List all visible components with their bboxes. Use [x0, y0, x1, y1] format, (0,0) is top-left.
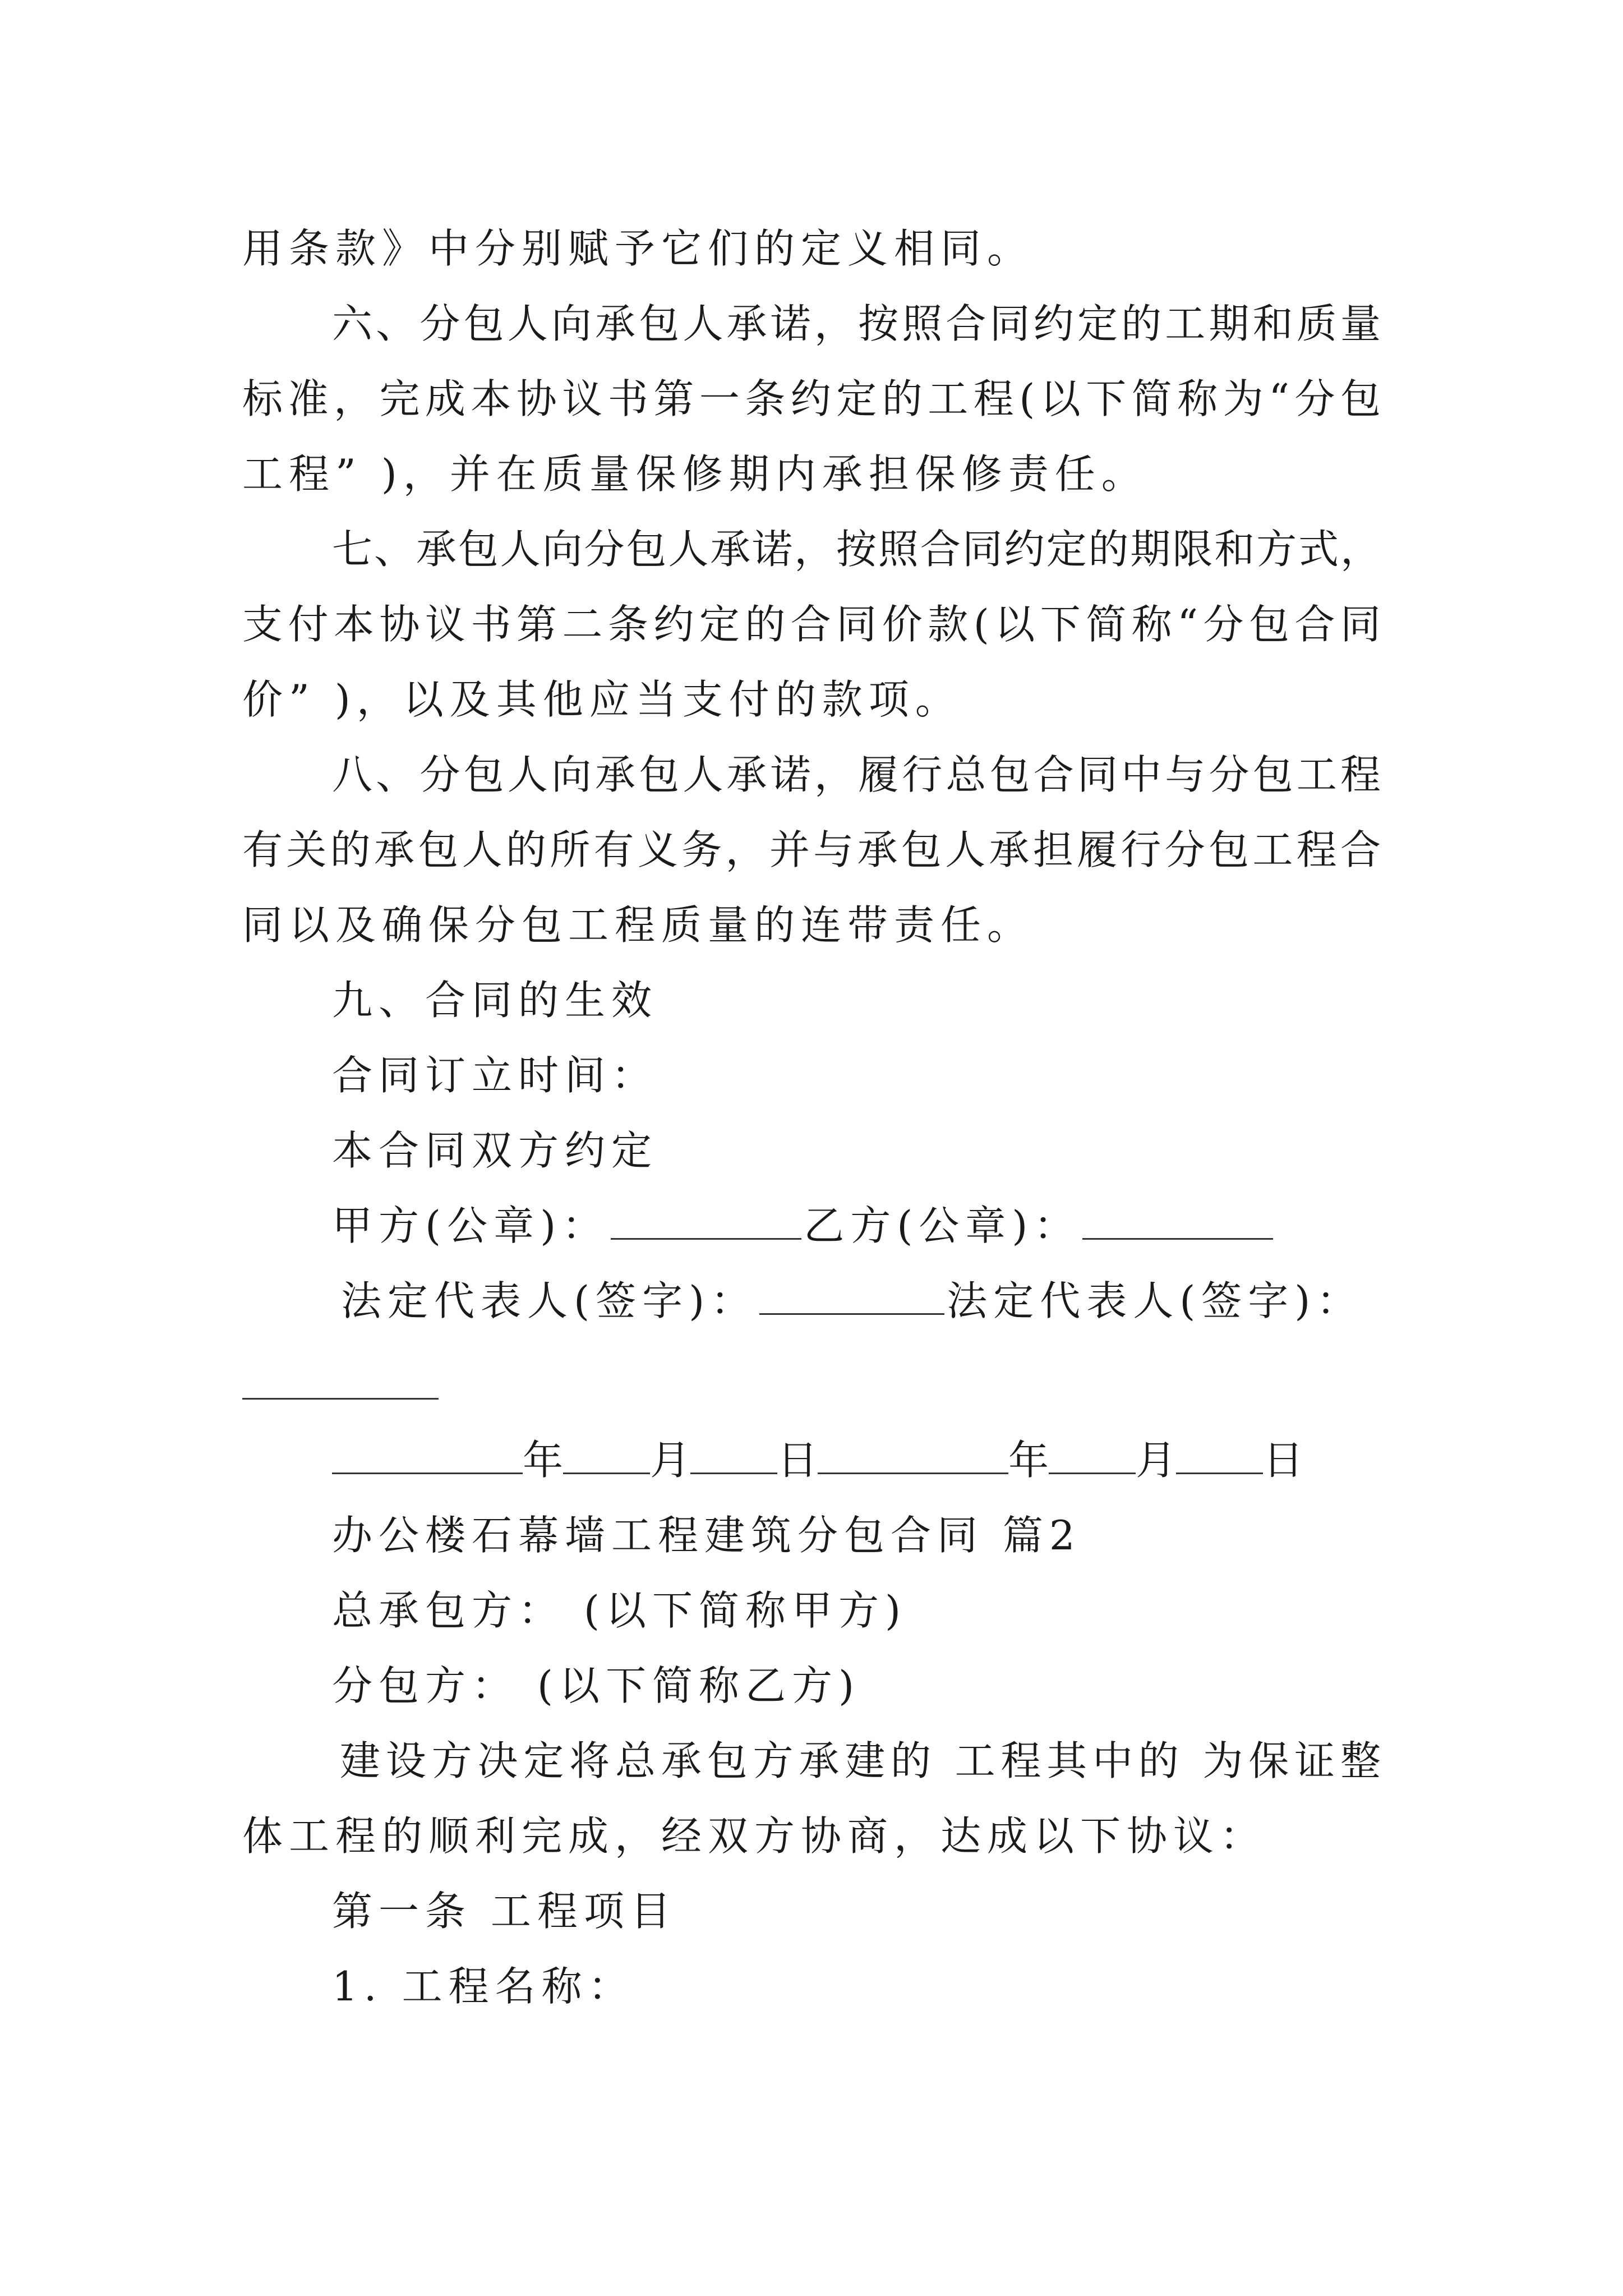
- agreement-text: 本合同双方约定: [332, 1127, 658, 1174]
- date-b-month-label: 月: [1136, 1437, 1177, 1484]
- paragraph-6-line-3: 工程” )，并在质量保修期内承担保修责任。: [242, 450, 1148, 498]
- section-9-heading: 九、合同的生效: [332, 977, 658, 1024]
- date-a-day-blank: [690, 1437, 777, 1474]
- legal-rep-b-blank: [242, 1398, 439, 1400]
- date-a-year-blank: [332, 1437, 523, 1474]
- paragraph-8-line-3: 同以及确保分包工程质量的连带责任。: [242, 901, 1034, 949]
- sign-time-label: 合同订立时间：: [332, 1052, 658, 1099]
- party-b-seal-label: 乙方(公章)：: [804, 1202, 1081, 1249]
- legal-rep-b-label: 法定代表人(签字)：: [947, 1277, 1363, 1324]
- paragraph-5-continuation: 用条款》中分别赋予它们的定义相同。: [242, 225, 1034, 272]
- paragraph-7-line-3: 价” )，以及其他应当支付的款项。: [242, 676, 962, 723]
- date-a-year-label: 年: [523, 1437, 564, 1484]
- date-row: [332, 1432, 1303, 1488]
- subcontractor-line: 分包方： (以下简称乙方): [332, 1662, 861, 1709]
- legal-rep-a-label: 法定代表人(签字)：: [341, 1277, 758, 1324]
- date-a-month-label: 月: [650, 1437, 691, 1484]
- general-contractor-line: 总承包方： (以下简称甲方): [332, 1587, 907, 1634]
- item-1-project-name: 1. 工程名称：: [332, 1963, 635, 2010]
- legal-rep-a-blank: [759, 1277, 944, 1315]
- paragraph-8-line-2: 有关的承包人的所有义务，并与承包人承担履行分包工程合: [242, 826, 1381, 873]
- paragraph-6-line-2: 标准，完成本协议书第一条约定的工程(以下简称为“分包: [242, 375, 1381, 422]
- paragraph-8-line-1: 八、分包人向承包人承诺，履行总包合同中与分包工程: [332, 751, 1381, 798]
- party-a-seal-label: 甲方(公章)：: [332, 1202, 609, 1249]
- date-b-year-label: 年: [1008, 1437, 1049, 1484]
- seal-row: [332, 1198, 1275, 1254]
- contract-2-title: 办公楼石幕墙工程建筑分包合同 篇2: [332, 1512, 1081, 1559]
- legal-rep-row: [341, 1273, 1363, 1329]
- party-b-seal-blank: [1082, 1202, 1273, 1240]
- date-b-year-blank: [818, 1437, 1008, 1474]
- article-1-heading: 第一条 工程项目: [332, 1888, 677, 1935]
- date-b-day-blank: [1176, 1437, 1263, 1474]
- date-b-month-blank: [1049, 1437, 1136, 1474]
- date-a-day-label: 日: [777, 1437, 818, 1484]
- party-a-seal-blank: [611, 1202, 801, 1240]
- paragraph-7-line-1: 七、承包人向分包人承诺，按照合同约定的期限和方式，: [332, 526, 1381, 573]
- paragraph-6-line-1: 六、分包人向承包人承诺，按照合同约定的工期和质量: [332, 300, 1381, 347]
- paragraph-7-line-2: 支付本协议书第二条约定的合同价款(以下简称“分包合同: [242, 601, 1381, 648]
- contract-2-intro-line-1: 建设方决定将总承包方承建的 工程其中的 为保证整: [340, 1737, 1381, 1784]
- contract-2-intro-line-2: 体工程的顺利完成，经双方协商，达成以下协议：: [242, 1812, 1267, 1860]
- date-a-month-blank: [563, 1437, 650, 1474]
- date-b-day-label: 日: [1263, 1437, 1304, 1484]
